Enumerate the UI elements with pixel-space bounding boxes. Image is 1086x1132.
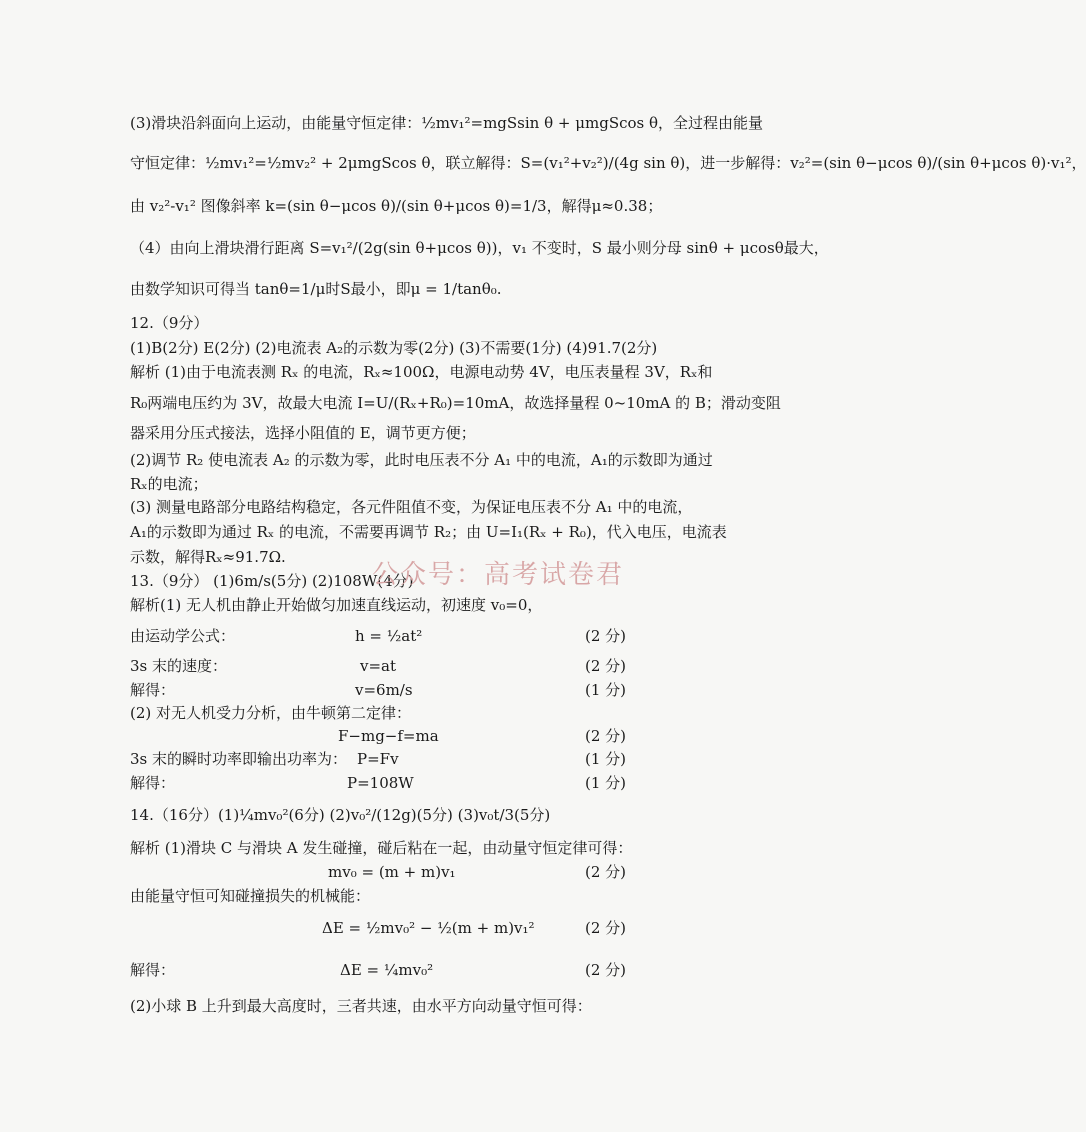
equation: ΔE = ½mv₀² − ½(m + m)v₁² [322,919,535,937]
text-line: 3s 末的瞬时功率即输出功率为： [130,750,348,768]
equation: v=at [360,657,397,675]
equation: F−mg−f=ma [338,727,439,745]
text-line: 3s 末的速度： [130,657,228,675]
text-line: (3) 测量电路部分电路结构稳定，各元件阻值不变，为保证电压表不分 A₁ 中的电流， [130,498,693,516]
text-line: 守恒定律：½mv₁²=½mv₂² + 2μmgScos θ，联立解得：S=(v₁²+v₂²)/(4g sin θ)，进一步解得：v₂²=(sin θ−μcos θ)/(sin θ+μcos θ)·v₁²， [130,154,1086,172]
question-12-answers: (1)B(2分) E(2分) (2)电流表 A₂的示数为零(2分) (3)不需要(1分) (4)91.7(2分) [130,339,658,357]
text-line: 解析 (1)由于电流表测 Rₓ 的电流，Rₓ≈100Ω，电源电动势 4V，电压表量程 3V，Rₓ和 [130,363,713,381]
score-points: (1 分) [585,774,627,792]
score-points: (1 分) [585,750,627,768]
score-points: (2 分) [585,727,627,745]
text-line: 由 v₂²-v₁² 图像斜率 k=(sin θ−μcos θ)/(sin θ+μcos θ)=1/3，解得μ≈0.38； [130,197,663,215]
score-points: (1 分) [585,681,627,699]
text-line: 由能量守恒可知碰撞损失的机械能： [130,887,371,905]
equation: P=108W [347,774,414,792]
text-line: 解得： [130,774,176,792]
text-line: 器采用分压式接法，选择小阻值的 E，调节更方便； [130,424,476,442]
text-line: 由数学知识可得当 tanθ=1/μ时S最小，即μ = 1/tanθ₀. [130,280,502,298]
question-13-heading: 13.（9分） (1)6m/s(5分) (2)108W(4分) [130,572,414,590]
equation: P=Fv [357,750,399,768]
text-line: Rₓ的电流； [130,475,208,493]
text-line: 解得： [130,961,176,979]
equation: h = ½at² [355,627,423,645]
text-line: (2) 对无人机受力分析，由牛顿第二定律： [130,704,412,722]
score-points: (2 分) [585,961,627,979]
text-line: 解析(1) 无人机由静止开始做匀加速直线运动，初速度 v₀=0， [130,596,543,614]
text-line: 由运动学公式： [130,627,236,645]
equation: ΔE = ¼mv₀² [340,961,434,979]
text-line: A₁的示数即为通过 Rₓ 的电流，不需要再调节 R₂；由 U=I₁(Rₓ + R₀)，代入电压，电流表 [130,523,727,541]
equation: v=6m/s [355,681,413,699]
text-line: (3)滑块沿斜面向上运动，由能量守恒定律：½mv₁²=mgSsin θ + μmgScos θ，全过程由能量 [130,114,764,132]
text-line: (2)小球 B 上升到最大高度时，三者共速，由水平方向动量守恒可得： [130,997,592,1015]
score-points: (2 分) [585,657,627,675]
question-14-heading: 14.（16分）(1)¼mv₀²(6分) (2)v₀²/(12g)(5分) (3)v₀t/3(5分) [130,806,551,824]
text-line: (2)调节 R₂ 使电流表 A₂ 的示数为零，此时电压表不分 A₁ 中的电流，A₁的示数即为通过 [130,451,713,469]
watermark: 公众号：高考试卷君 [372,560,625,590]
equation: mv₀ = (m + m)v₁ [328,863,456,881]
score-points: (2 分) [585,919,627,937]
text-line: R₀两端电压约为 3V，故最大电流 I=U/(Rₓ+R₀)=10mA，故选择量程 0~10mA 的 B；滑动变阻 [130,394,781,412]
question-12-heading: 12.（9分） [130,314,209,332]
score-points: (2 分) [585,627,627,645]
text-line: 解得： [130,681,176,699]
score-points: (2 分) [585,863,627,881]
text-line: （4）由向上滑块滑行距离 S=v₁²/(2g(sin θ+μcos θ))，v₁ 不变时，S 最小则分母 sinθ + μcosθ最大， [130,239,829,257]
text-line: 解析 (1)滑块 C 与滑块 A 发生碰撞，碰后粘在一起，由动量守恒定律可得： [130,839,633,857]
text-line: 示数，解得Rₓ≈91.7Ω. [130,548,286,566]
